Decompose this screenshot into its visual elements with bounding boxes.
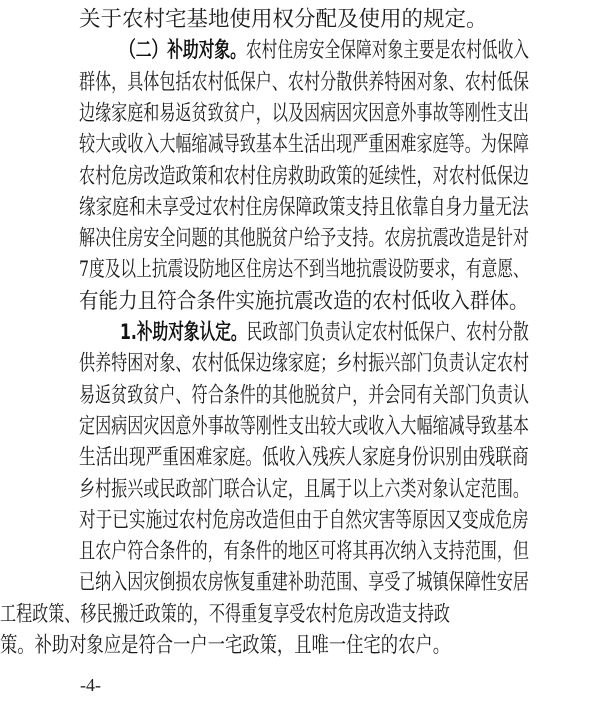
text-line: 策。补助对象应是符合一户一宅政策，且唯一住宅的农户。 — [0, 633, 451, 658]
text-line: 易返贫致贫户、符合条件的其他脱贫户，并会同有关部门负责认 — [79, 382, 530, 408]
text-line: 对于已实施过农村危房改造但由于自然灾害等原因又变成危房 — [79, 507, 529, 533]
text-line: 且农户符合条件的，有条件的地区可将其再次纳入支持范围，但 — [79, 539, 530, 565]
text-line: 较大或收入大幅缩减导致基本生活出现严重困难家庭等。为保障 — [79, 132, 530, 158]
text-line: 乡村振兴或民政部门联合认定，且属于以上六类对象认定范围。 — [79, 476, 530, 502]
subsection-heading-line: 1.补助对象认定。民政部门负责认定农村低保户、农村分散 — [120, 320, 529, 345]
text-line: 生活出现严重困难家庭。低收入残疾人家庭身份识别由残联商 — [79, 445, 529, 471]
page-number: -4- — [80, 675, 101, 695]
section-heading: （二）补助对象。 — [120, 38, 246, 64]
text-line — [0, 634, 450, 658]
text-line: 解决住房安全问题的其他脱贫户给予支持。农房抗震改造是针对 — [79, 226, 530, 252]
text-line: 边缘家庭和易返贫致贫户，以及因病因灾因意外事故等刚性支出 — [79, 100, 530, 126]
text-line: 关于农村宅基地使用权分配及使用的规定。 — [79, 7, 488, 32]
text-line: 定因病因灾因意外事故等刚性支出较大或收入大幅缩减导致基本 — [79, 413, 530, 439]
text-line: 供养特困对象、农村低保边缘家庭；乡村振兴部门负责认定农村 — [79, 351, 530, 377]
text-line: 工程政策、移民搬迁政策的，不得重复享受农村危房改造支持政 — [0, 601, 451, 627]
text-line: 已纳入因灾倒损农房恢复重建补助范围、享受了城镇保障性安居 — [79, 570, 530, 596]
text-line: 有能力且符合条件实施抗震改造的农村低收入群体。 — [79, 288, 529, 314]
text-line: 农村危房改造政策和农村住房救助政策的延续性，对农村低保边 — [79, 163, 530, 189]
text-line — [0, 603, 450, 627]
text-line: 群体，具体包括农村低保户、农村分散供养特困对象、农村低保 — [79, 69, 530, 95]
section-heading-line: （二）补助对象。农村住房安全保障对象主要是农村低收入 — [120, 38, 530, 64]
subsection-heading: 1.补助对象认定。 — [120, 320, 247, 345]
text-line: 7度及以上抗震设防地区住房达不到当地抗震设防要求，有意愿、 — [79, 257, 529, 283]
text-line: 缘家庭和未享受过农村住房保障政策支持且依靠自身力量无法 — [79, 194, 529, 220]
